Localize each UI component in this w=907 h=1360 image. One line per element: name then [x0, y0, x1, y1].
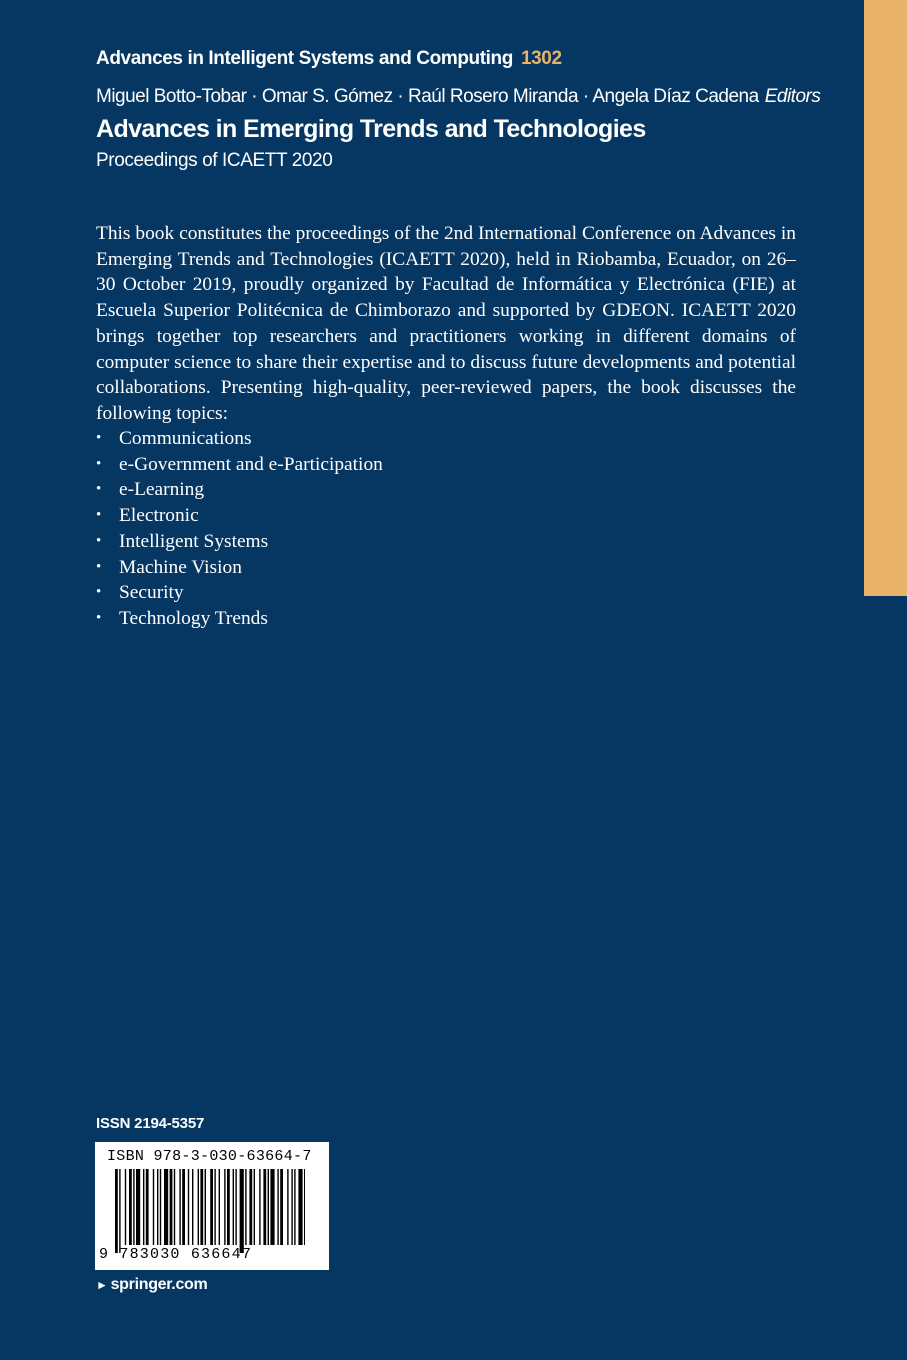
barcode-bar	[179, 1169, 180, 1245]
barcode-bar	[235, 1169, 236, 1245]
barcode-bar	[277, 1169, 278, 1245]
barcode-bar	[133, 1169, 134, 1245]
arrow-right-icon: ►	[96, 1278, 108, 1292]
issn-label: ISSN 2194-5357	[96, 1115, 205, 1132]
barcode-bar	[268, 1169, 269, 1245]
bullet-icon: •	[96, 584, 102, 601]
bullet-icon: •	[96, 609, 102, 626]
topics-list	[96, 426, 796, 632]
bullet-icon: •	[96, 558, 102, 575]
barcode-bar	[174, 1169, 175, 1245]
barcode-bar	[205, 1169, 206, 1245]
barcode-bar	[298, 1169, 302, 1245]
series-volume: 1302	[520, 48, 562, 69]
topic-label: Machine Vision	[119, 556, 242, 578]
topic-item	[96, 503, 796, 529]
barcode-bar	[200, 1169, 203, 1245]
ean-digits: 9 783030 636647	[99, 1246, 253, 1263]
bullet-icon: •	[96, 430, 102, 446]
barcode-bar	[146, 1169, 149, 1245]
barcode-bar	[291, 1169, 292, 1245]
topic-item	[96, 529, 796, 555]
topic-item	[96, 555, 796, 581]
topic-label: Technology Trends	[119, 607, 268, 629]
barcode-bar	[198, 1169, 199, 1245]
barcode-bar	[224, 1169, 225, 1245]
barcode-bar	[160, 1169, 161, 1245]
barcode-bar	[240, 1169, 244, 1253]
barcode-bar	[129, 1169, 132, 1245]
series-line	[96, 48, 562, 70]
topic-item	[96, 477, 796, 503]
barcode-bar	[304, 1169, 305, 1245]
topic-label: Communications	[119, 428, 252, 449]
barcode-bar	[219, 1169, 220, 1245]
bullet-icon: •	[96, 455, 102, 472]
barcode-bar	[153, 1169, 154, 1245]
barcode-bar	[294, 1169, 295, 1245]
barcode-bar	[245, 1169, 246, 1245]
isbn-barcode	[95, 1142, 329, 1270]
publisher-site: springer.com	[110, 1276, 208, 1293]
barcode-bar	[125, 1169, 126, 1245]
bullet-icon: •	[96, 532, 102, 549]
accent-strip	[864, 0, 907, 596]
bullet-icon: •	[96, 507, 102, 524]
topic-label: e-Government and e-Participation	[119, 453, 383, 475]
topic-label: Intelligent Systems	[119, 530, 269, 552]
topic-item	[96, 452, 796, 478]
barcode-bar	[170, 1169, 173, 1245]
isbn-label: ISBN 978-3-030-63664-7	[107, 1148, 312, 1165]
barcode-bar	[188, 1169, 189, 1245]
book-subtitle: Proceedings of ICAETT 2020	[96, 150, 333, 171]
barcode-bar	[143, 1169, 144, 1245]
barcode-bar	[233, 1169, 234, 1245]
barcode-bar	[227, 1169, 230, 1245]
publisher-link[interactable]	[96, 1276, 207, 1294]
barcode-bar	[192, 1169, 193, 1245]
series-name: Advances in Intelligent Systems and Computing	[96, 48, 513, 69]
barcode-bar	[259, 1169, 260, 1245]
book-description: This book constitutes the proceedings of the 2nd International Conference on Advances in Emerging Trends and Technologies (ICAETT 2020), held in Riobamba, Ecuador, on 26–30 October 2019, proudly organized by Facultad de Informática y Electrónica (FIE) at Escuela Superior Politécnica de Chimborazo and supported by GDEON. ICAETT 2020 brings together top researchers and practitioners working in different domains of computer science to share their expertise and to discuss future developments and potential collaborations. Presenting high-quality, peer-reviewed papers, the book discusses the following topics:	[96, 223, 796, 424]
editors-role: Editors	[764, 86, 821, 107]
barcode-bar	[210, 1169, 213, 1245]
barcode-bar	[136, 1169, 140, 1245]
book-title: Advances in Emerging Trends and Technologies	[96, 115, 646, 143]
barcode-bar	[249, 1169, 252, 1245]
barcode-bar	[157, 1169, 158, 1245]
bullet-icon: •	[96, 481, 102, 498]
topic-item	[96, 580, 796, 606]
barcode-bar	[182, 1169, 185, 1245]
barcode-bar	[263, 1169, 266, 1245]
editors-line	[96, 86, 820, 108]
topic-item	[96, 606, 796, 632]
topic-label: Security	[119, 582, 184, 604]
topic-label: e-Learning	[119, 479, 205, 501]
barcode-bar	[254, 1169, 255, 1245]
barcode-bar	[119, 1169, 120, 1253]
editor-names: Miguel Botto-Tobar · Omar S. Gómez · Raúl Rosero Miranda · Angela Díaz Cadena	[96, 86, 759, 107]
barcode-bar	[270, 1169, 274, 1245]
barcode-bar	[214, 1169, 215, 1245]
barcode-bar	[115, 1169, 118, 1253]
barcode-bar	[280, 1169, 283, 1245]
barcode-bar	[164, 1169, 168, 1245]
topic-item	[96, 426, 796, 452]
topic-label: Electronic	[119, 505, 199, 527]
barcode-bar	[287, 1169, 288, 1245]
